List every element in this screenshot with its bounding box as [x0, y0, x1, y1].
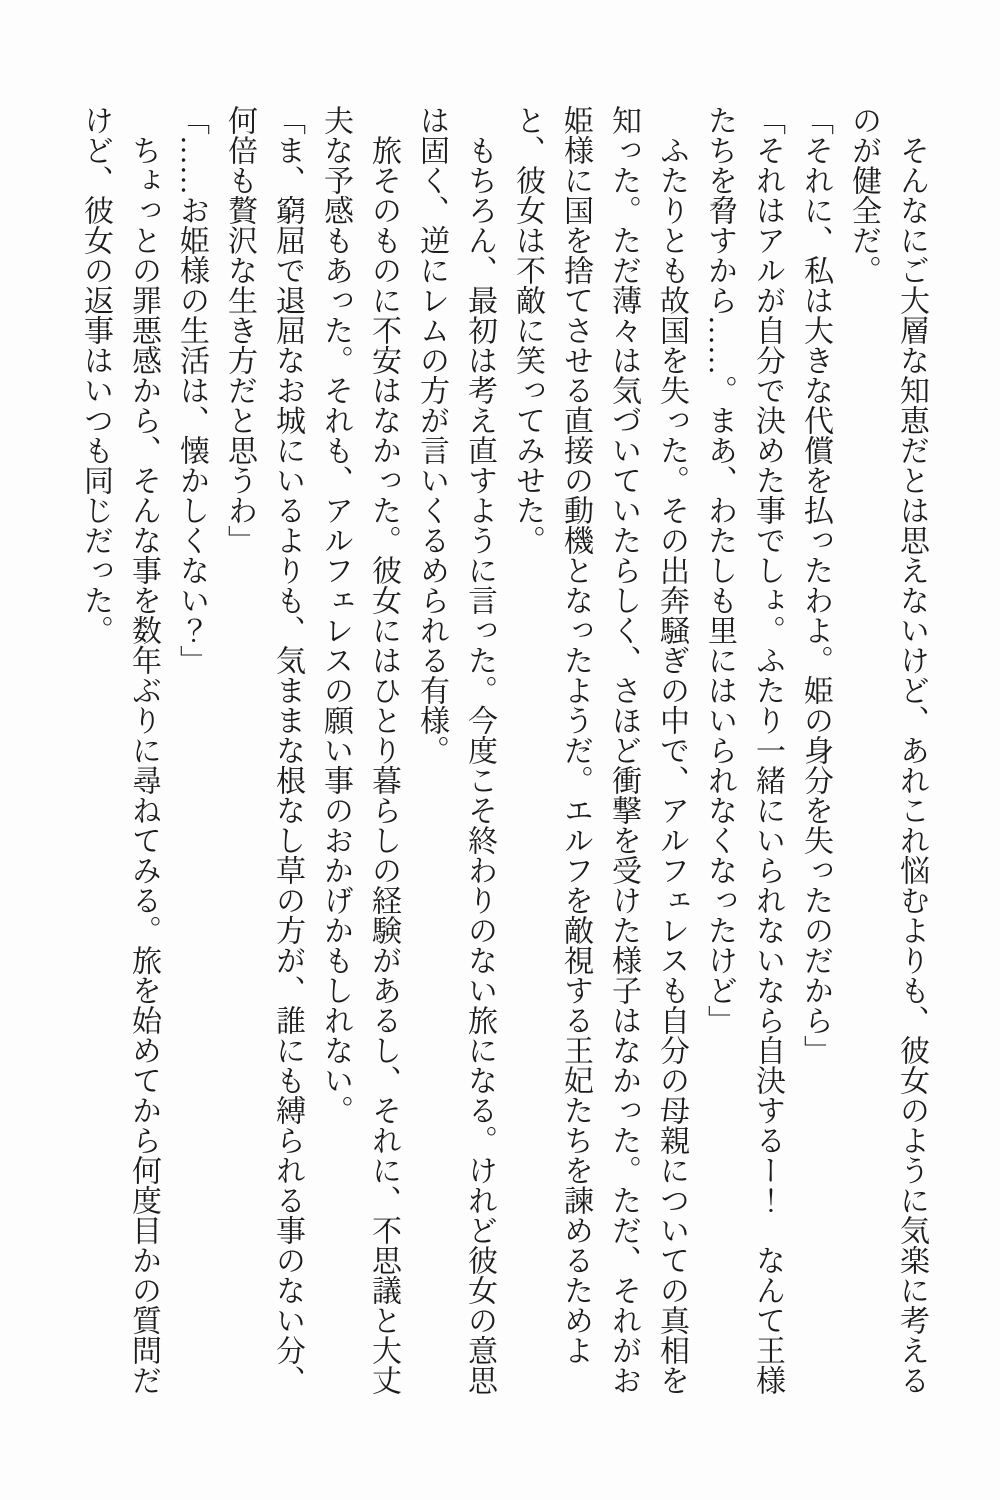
paragraph-dialogue: 「それはアルが自分で決めた事でしょ。ふたり一緒にいられないなら自決するー！ なんて王様たちを脅すから……。まあ、わたしも里にはいられなくなったけど」 [703, 105, 784, 1395]
paragraph: そんなにご大層な知恵だとは思えないけど、あれこれ悩むよりも、彼女のように気楽に考えるのが健全だ。 [847, 105, 928, 1395]
paragraph-dialogue: 「ま、窮屈で退屈なお城にいるよりも、気ままな根なし草の方が、誰にも縛られる事のない分、何倍も贅沢な生き方だと思うわ」 [223, 105, 304, 1395]
paragraph-dialogue: 「……お姫様の生活は、懐かしくない？」 [175, 105, 208, 675]
paragraph: ふたりとも故国を失った。その出奔騒ぎの中で、アルフェレスも自分の母親についての真相を知った。ただ薄々は気づいていたらしく、さほど衝撃を受けた様子はなかった。ただ、それがお姫様に国を捨てさせる直接の動機となったようだ。エルフを敵視する王妃たちを諫めるためよと、彼女は不敵に笑ってみせた。 [511, 105, 688, 1395]
paragraph: ちょっとの罪悪感から、そんな事を数年ぶりに尋ねてみる。旅を始めてから何度目かの質問だけど、彼女の返事はいつも同じだった。 [79, 105, 160, 1395]
paragraph: もちろん、最初は考え直すように言った。今度こそ終わりのない旅になる。けれど彼女の意思は固く、逆にレムの方が言いくるめられる有様。 [415, 105, 496, 1395]
paragraph-dialogue: 「それに、私は大きな代償を払ったわよ。姫の身分を失ったのだから」 [799, 105, 832, 1065]
paragraph: 旅そのものに不安はなかった。彼女にはひとり暮らしの経験があるし、それに、不思議と大丈夫な予感もあった。それも、アルフェレスの願い事のおかげかもしれない。 [319, 105, 400, 1395]
novel-page-text [71, 105, 935, 1395]
